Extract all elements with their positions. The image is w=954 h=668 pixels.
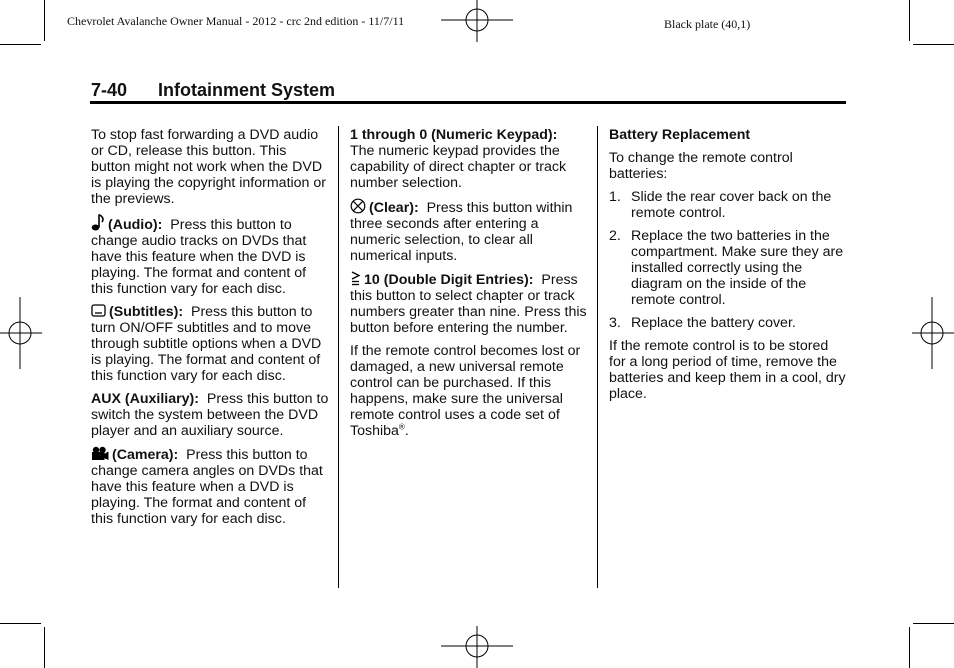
keypad-text: The numeric keypad provides the capability of direct chapter or track number selection. [350, 143, 567, 191]
list-item [609, 315, 847, 331]
column-divider [338, 126, 339, 588]
section-title: Infotainment System [158, 80, 336, 100]
subtitle-box-icon [91, 304, 106, 318]
clear-text: Press this button within three seconds after entering a numeric selection, to clear all numerical inputs. [350, 200, 573, 264]
registration-mark [912, 297, 954, 369]
paragraph: To stop fast forwarding a DVD audio or CD, release this button. This button might not work when the DVD is playing the copyright information or the previews. [91, 127, 327, 207]
camera-icon [91, 446, 109, 461]
aux-entry [91, 391, 329, 439]
subtitles-label: (Subtitles): [109, 304, 184, 320]
clear-entry [350, 198, 588, 264]
audio-text: Press this button to change audio tracks on DVDs that have this feature when the DVD is playing. The format and content of this function vary for each disc. [91, 217, 307, 297]
step-text: Slide the rear cover back on the remote control. [631, 189, 832, 221]
column-3 [609, 127, 847, 409]
storage-paragraph: If the remote control is to be stored for a long period of time, remove the batteries and keep them in a cool, dry place. [609, 338, 846, 402]
step-number: 3. [609, 315, 621, 331]
double-digit-entry [350, 271, 588, 336]
circle-x-icon [350, 198, 366, 214]
crop-mark [44, 0, 45, 41]
crop-mark [913, 623, 954, 624]
registration-mark [441, 626, 513, 668]
list-item [609, 228, 847, 308]
registered-mark: ® [398, 422, 405, 432]
step-number: 1. [609, 189, 621, 205]
step-text: Replace the two batteries in the compartment. Make sure they are installed correctly using the diagram on the inside of the remote control. [631, 228, 844, 308]
keypad-entry [350, 127, 588, 191]
period: . [404, 423, 409, 439]
subtitles-text: Press this button to turn ON/OFF subtitles and to move through subtitle options when a DVD is playing. The format and content of this function vary for each disc. [91, 304, 322, 384]
lost-remote-paragraph [350, 343, 588, 439]
aux-text: Press this button to switch the system between the DVD player and an auxiliary source. [91, 391, 329, 439]
greater-equal-icon [350, 271, 361, 286]
music-note-icon [91, 214, 105, 231]
crop-mark [909, 0, 910, 41]
page-number: 7-40 [91, 80, 128, 100]
aux-label: AUX (Auxiliary): [91, 391, 199, 407]
crop-mark [0, 623, 41, 624]
column-1 [91, 127, 329, 534]
heading-rule [90, 101, 846, 104]
running-header-title: Chevrolet Avalanche Owner Manual - 2012 - crc 2nd edition - 11/7/11 [67, 14, 405, 28]
battery-steps [609, 189, 847, 331]
registration-mark [0, 297, 42, 369]
list-item [609, 189, 847, 221]
lost-remote-text: If the remote control becomes lost or damaged, a new universal remote control can be purchased. If this happens, make sure the universal remote control uses a code set of Toshiba [350, 343, 581, 439]
camera-text: Press this button to change camera angles on DVDs that have this feature when a DVD is playing. The format and content of this function vary for each disc. [91, 447, 323, 527]
camera-entry [91, 446, 329, 527]
crop-mark [44, 627, 45, 668]
step-number: 2. [609, 228, 621, 244]
double-digit-label: 10 (Double Digit Entries): [364, 272, 534, 288]
crop-mark [0, 44, 41, 45]
plate-label: Black plate (40,1) [664, 17, 751, 31]
crop-mark [909, 627, 910, 668]
crop-mark [913, 44, 954, 45]
clear-label: (Clear): [369, 200, 419, 216]
battery-heading: Battery Replacement [609, 127, 751, 143]
audio-label: (Audio): [108, 217, 163, 233]
registration-mark [441, 0, 513, 42]
column-2 [350, 127, 588, 446]
camera-label: (Camera): [112, 447, 179, 463]
step-text: Replace the battery cover. [631, 315, 796, 331]
battery-intro: To change the remote control batteries: [609, 150, 793, 182]
column-divider [597, 126, 598, 588]
keypad-label: 1 through 0 (Numeric Keypad): [350, 127, 558, 143]
section-heading [91, 80, 335, 101]
subtitles-entry [91, 304, 329, 384]
audio-entry [91, 214, 329, 297]
double-digit-text: Press this button to select chapter or track numbers greater than nine. Press this button before entering the number. [350, 272, 587, 336]
